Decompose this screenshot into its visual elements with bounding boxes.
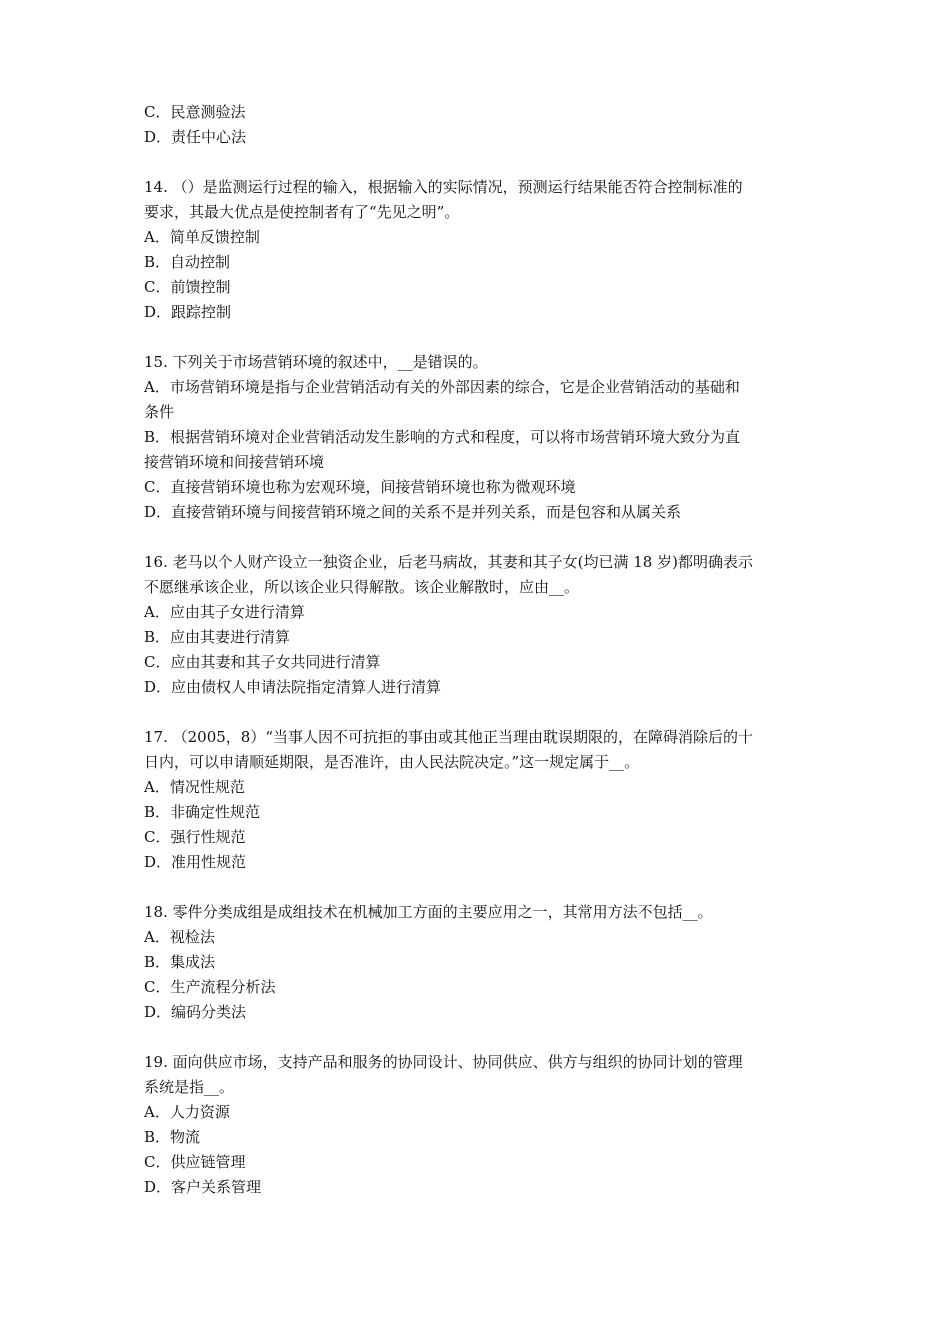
option-line: D．应由债权人申请法院指定清算人进行清算	[144, 678, 442, 696]
option-line: B．根据营销环境对企业营销活动发生影响的方式和程度，可以将市场营销环境大致分为直	[144, 428, 741, 446]
question-stem: 18. 零件分类成组是成组技术在机械加工方面的主要应用之一，其常用方法不包括__。	[144, 903, 713, 921]
option-line: B．自动控制	[144, 253, 231, 271]
option-line: B．物流	[144, 1128, 201, 1146]
option-line: A．简单反馈控制	[144, 228, 260, 246]
option-line: B．集成法	[144, 953, 216, 971]
option-line: A．人力资源	[144, 1103, 230, 1121]
leading-options	[144, 100, 816, 150]
question-15	[144, 350, 816, 525]
question-stem: 要求，其最大优点是使控制者有了“先见之明”。	[144, 203, 460, 221]
question-stem: 17. （2005，8）“当事人因不可抗拒的事由或其他正当理由耽误期限的，在障碍消除后的十	[144, 728, 754, 746]
question-14	[144, 175, 816, 325]
option-line: A．情况性规范	[144, 778, 245, 796]
option-line: A．应由其子女进行清算	[144, 603, 305, 621]
option-line-continued: 接营销环境和间接营销环境	[144, 453, 325, 471]
option-line: D．编码分类法	[144, 1003, 247, 1021]
question-18	[144, 900, 816, 1025]
option-line: C．强行性规范	[144, 828, 246, 846]
question-stem: 19. 面向供应市场，支持产品和服务的协同设计、协同供应、供方与组织的协同计划的管理	[144, 1053, 743, 1071]
option-line: D．跟踪控制	[144, 303, 232, 321]
option-line-continued: 条件	[144, 403, 175, 421]
option-line: A．市场营销环境是指与企业营销活动有关的外部因素的综合，它是企业营销活动的基础和	[144, 378, 740, 396]
question-stem: 日内，可以申请顺延期限，是否准许，由人民法院决定。”这一规定属于__。	[144, 753, 640, 771]
option-line: C．应由其妻和其子女共同进行清算	[144, 653, 381, 671]
option-line: C．直接营销环境也称为宏观环境，间接营销环境也称为微观环境	[144, 478, 576, 496]
option-line: C．生产流程分析法	[144, 978, 276, 996]
option-line: C．供应链管理	[144, 1153, 246, 1171]
option-line: D．直接营销环境与间接营销环境之间的关系不是并列关系，而是包容和从属关系	[144, 503, 682, 521]
document-page	[144, 100, 816, 1200]
question-stem: 系统是指__。	[144, 1078, 235, 1096]
question-stem: 16. 老马以个人财产设立一独资企业，后老马病故，其妻和其子女(均已满 18 岁)都明确表示	[144, 553, 753, 571]
option-line: D．责任中心法	[144, 128, 247, 146]
question-stem: 不愿继承该企业，所以该企业只得解散。该企业解散时，应由__。	[144, 578, 580, 596]
option-line: B．应由其妻进行清算	[144, 628, 291, 646]
question-17	[144, 725, 816, 875]
question-stem: 14. （）是监测运行过程的输入，根据输入的实际情况，预测运行结果能否符合控制标准的	[144, 178, 743, 196]
question-19	[144, 1050, 816, 1200]
option-line: B．非确定性规范	[144, 803, 261, 821]
option-line: D．客户关系管理	[144, 1178, 262, 1196]
question-16	[144, 550, 816, 700]
option-line: C．民意测验法	[144, 103, 246, 121]
option-line: C．前馈控制	[144, 278, 231, 296]
option-line: A．视检法	[144, 928, 215, 946]
option-line: D．准用性规范	[144, 853, 247, 871]
question-stem: 15. 下列关于市场营销环境的叙述中，__是错误的。	[144, 353, 488, 371]
